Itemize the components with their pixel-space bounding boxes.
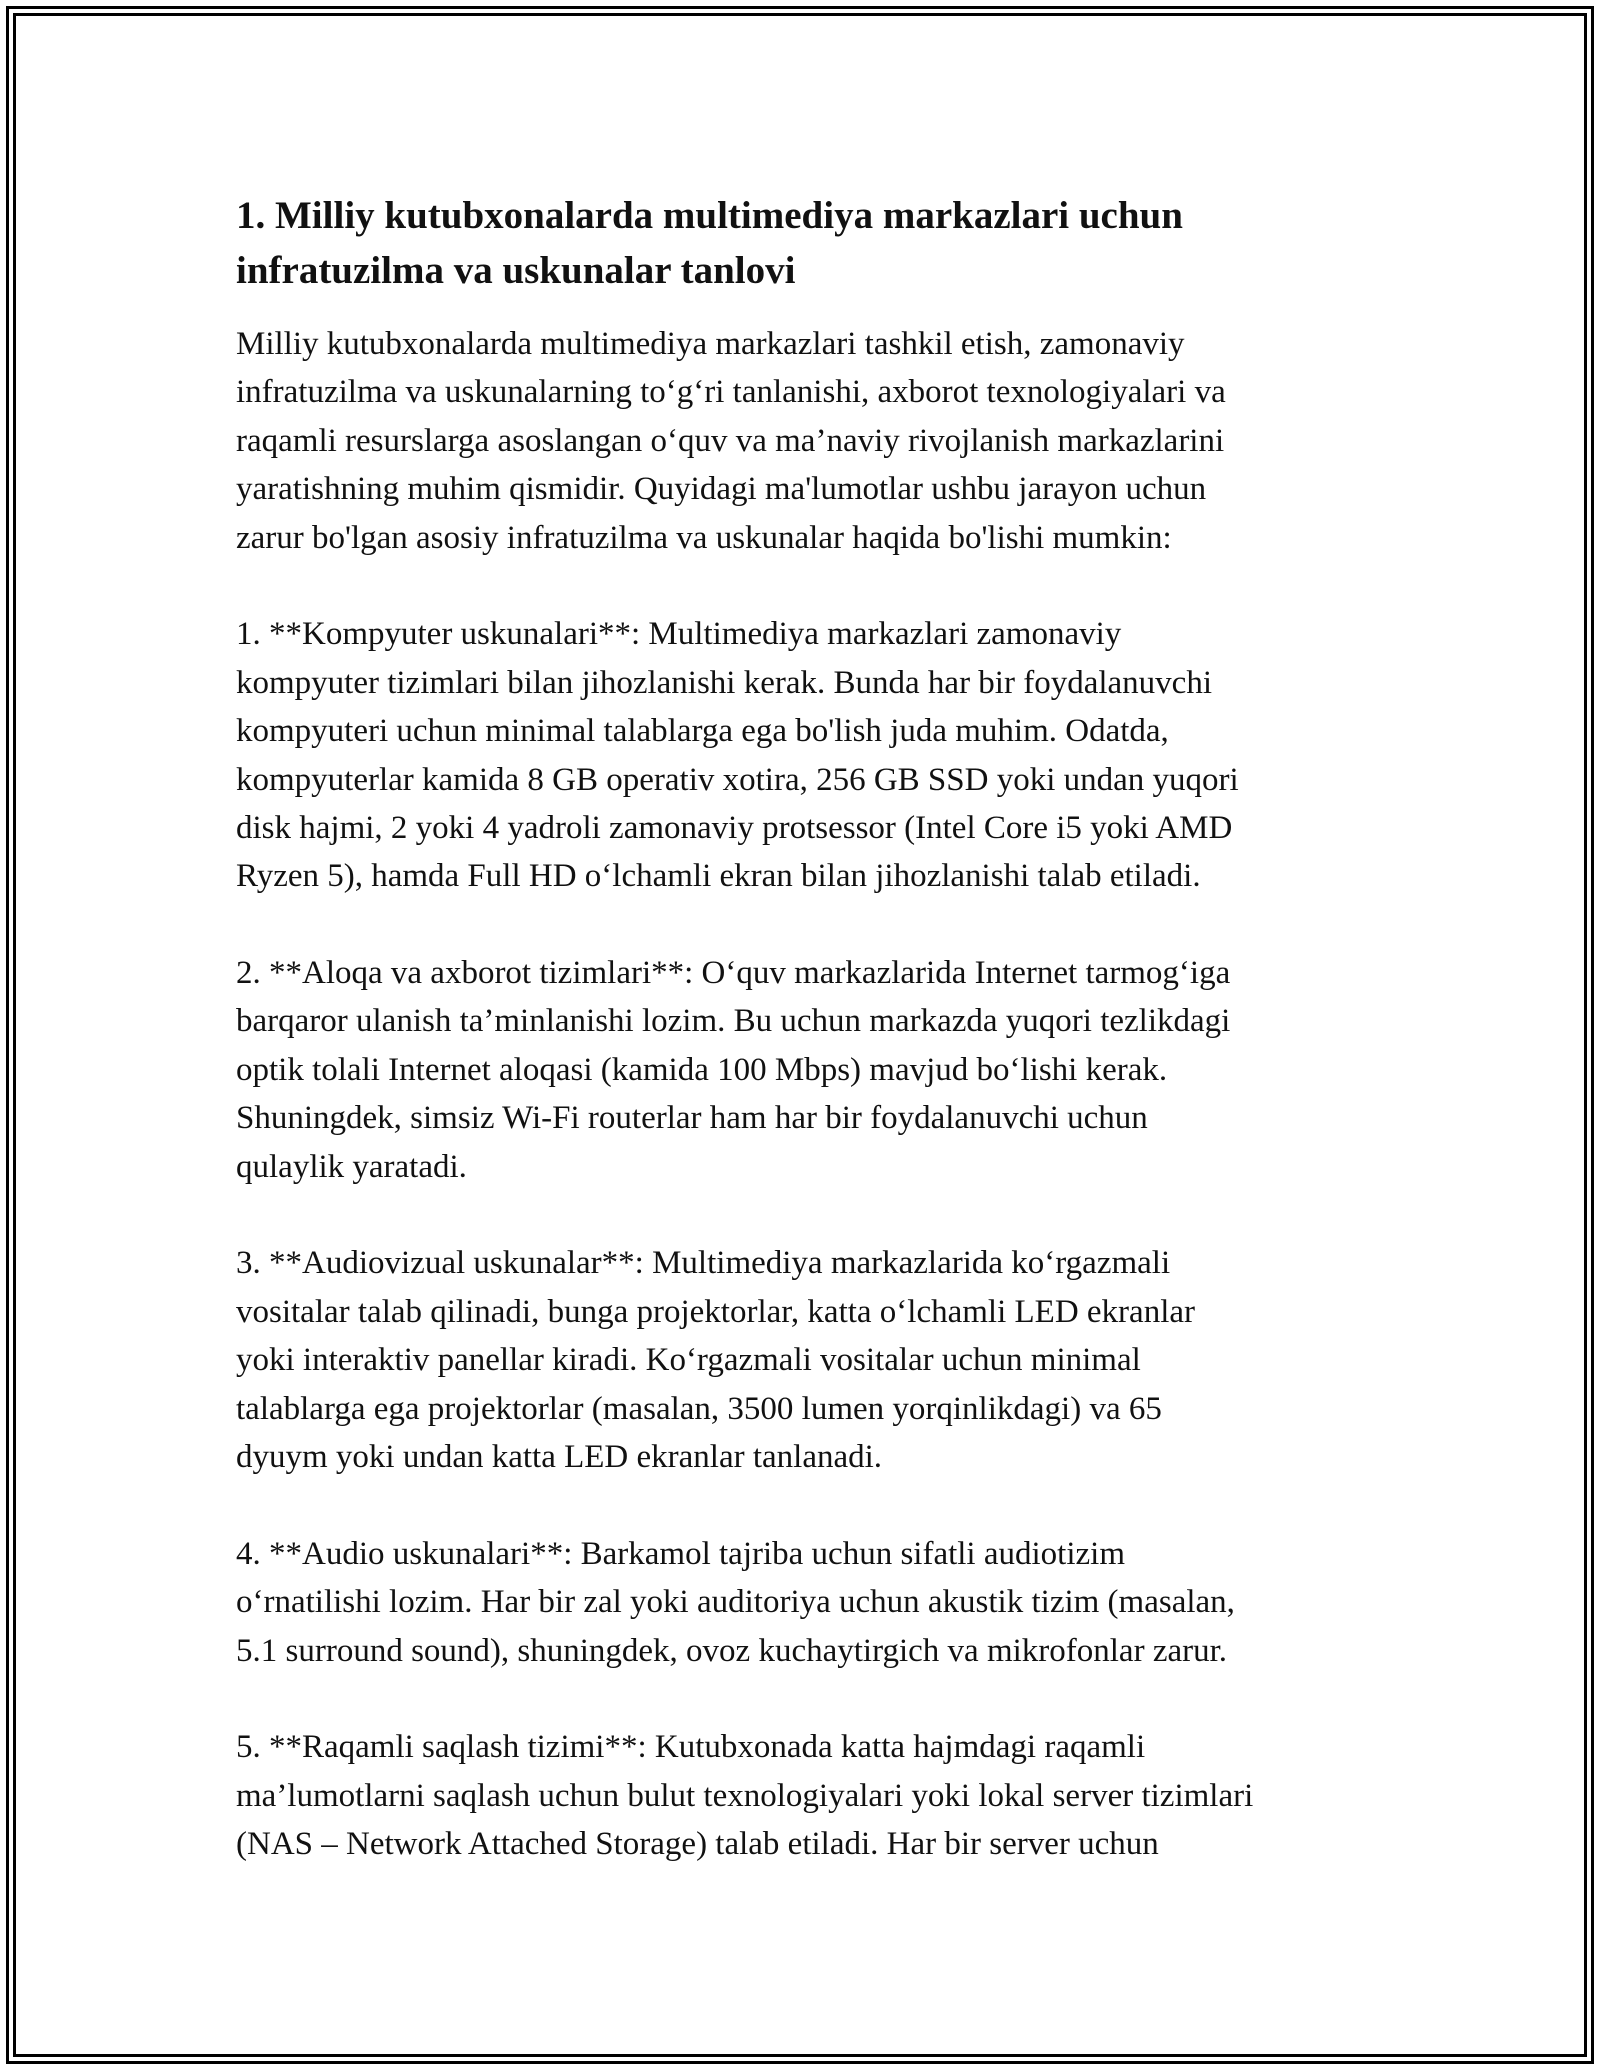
list-item-computer-equipment	[236, 610, 1376, 900]
text-line: (NAS – Network Attached Storage) talab etiladi. Har bir server uchun	[236, 1826, 1159, 1863]
text-line: barqaror ulanish ta’minlanishi lozim. Bu uchun markazda yuqori tezlikdagi	[236, 1003, 1231, 1040]
list-item-digital-storage	[236, 1723, 1376, 1868]
text-line: vositalar talab qilinadi, bunga projektorlar, katta o‘lchamli LED ekranlar	[236, 1293, 1195, 1330]
text-line: Ryzen 5), hamda Full HD o‘lchamli ekran bilan jihozlanishi talab etiladi.	[236, 858, 1201, 895]
title-line: infratuzilma va uskunalar tanlovi	[236, 249, 796, 292]
paragraph-gap	[236, 562, 1376, 610]
list-item-audio-equipment	[236, 1530, 1376, 1675]
text-line: 5. **Raqamli saqlash tizimi**: Kutubxonada katta hajmdagi raqamli	[236, 1729, 1146, 1766]
text-line: raqamli resurslarga asoslangan o‘quv va ma’naviy rivojlanish markazlarini	[236, 422, 1225, 459]
text-line: o‘rnatilishi lozim. Har bir zal yoki auditoriya uchun akustik tizim (masalan,	[236, 1584, 1235, 1621]
text-line: 5.1 surround sound), shuningdek, ovoz kuchaytirgich va mikrofonlar zarur.	[236, 1632, 1228, 1669]
text-line: dyuym yoki undan katta LED ekranlar tanlanadi.	[236, 1438, 883, 1475]
list-item-communication-systems	[236, 949, 1376, 1191]
text-line: kompyuter tizimlari bilan jihozlanishi kerak. Bunda har bir foydalanuvchi	[236, 664, 1212, 701]
document-body	[236, 320, 1376, 1869]
intro-paragraph	[236, 320, 1376, 562]
text-line: 4. **Audio uskunalari**: Barkamol tajriba uchun sifatli audiotizim	[236, 1535, 1125, 1572]
text-line: zarur bo'lgan asosiy infratuzilma va uskunalar haqida bo'lishi mumkin:	[236, 519, 1172, 556]
document-content	[236, 188, 1376, 1869]
text-line: 3. **Audiovizual uskunalar**: Multimediya markazlarida ko‘rgazmali	[236, 1245, 1171, 1282]
paragraph-gap	[236, 1481, 1376, 1529]
text-line: disk hajmi, 2 yoki 4 yadroli zamonaviy protsessor (Intel Core i5 yoki AMD	[236, 809, 1233, 846]
text-line: infratuzilma va uskunalarning to‘g‘ri tanlanishi, axborot texnologiyalari va	[236, 374, 1226, 411]
text-line: yaratishning muhim qismidir. Quyidagi ma'lumotlar ushbu jarayon uchun	[236, 471, 1207, 508]
text-line: Shuningdek, simsiz Wi-Fi routerlar ham har bir foydalanuvchi uchun	[236, 1100, 1148, 1137]
text-line: yoki interaktiv panellar kiradi. Ko‘rgazmali vositalar uchun minimal	[236, 1342, 1141, 1379]
text-line: qulaylik yaratadi.	[236, 1148, 467, 1185]
paragraph-gap	[236, 901, 1376, 949]
text-line: Milliy kutubxonalarda multimediya markazlari tashkil etish, zamonaviy	[236, 326, 1185, 362]
text-line: kompyuteri uchun minimal talablarga ega bo'lish juda muhim. Odatda,	[236, 713, 1169, 750]
text-line: ma’lumotlarni saqlash uchun bulut texnologiyalari yoki lokal server tizimlari	[236, 1777, 1254, 1814]
text-line: optik tolali Internet aloqasi (kamida 100 Mbps) mavjud bo‘lishi kerak.	[236, 1051, 1168, 1088]
text-line: 2. **Aloqa va axborot tizimlari**: O‘quv markazlarida Internet tarmog‘iga	[236, 955, 1231, 992]
title-line: 1. Milliy kutubxonalarda multimediya markazlari uchun	[236, 194, 1183, 237]
document-title	[236, 188, 1376, 298]
paragraph-gap	[236, 1675, 1376, 1723]
list-item-audiovisual-equipment	[236, 1239, 1376, 1481]
text-line: 1. **Kompyuter uskunalari**: Multimediya markazlari zamonaviy	[236, 616, 1122, 653]
text-line: kompyuterlar kamida 8 GB operativ xotira, 256 GB SSD yoki undan yuqori	[236, 761, 1239, 798]
text-line: talablarga ega projektorlar (masalan, 3500 lumen yorqinlikdagi) va 65	[236, 1390, 1162, 1427]
paragraph-gap	[236, 1191, 1376, 1239]
